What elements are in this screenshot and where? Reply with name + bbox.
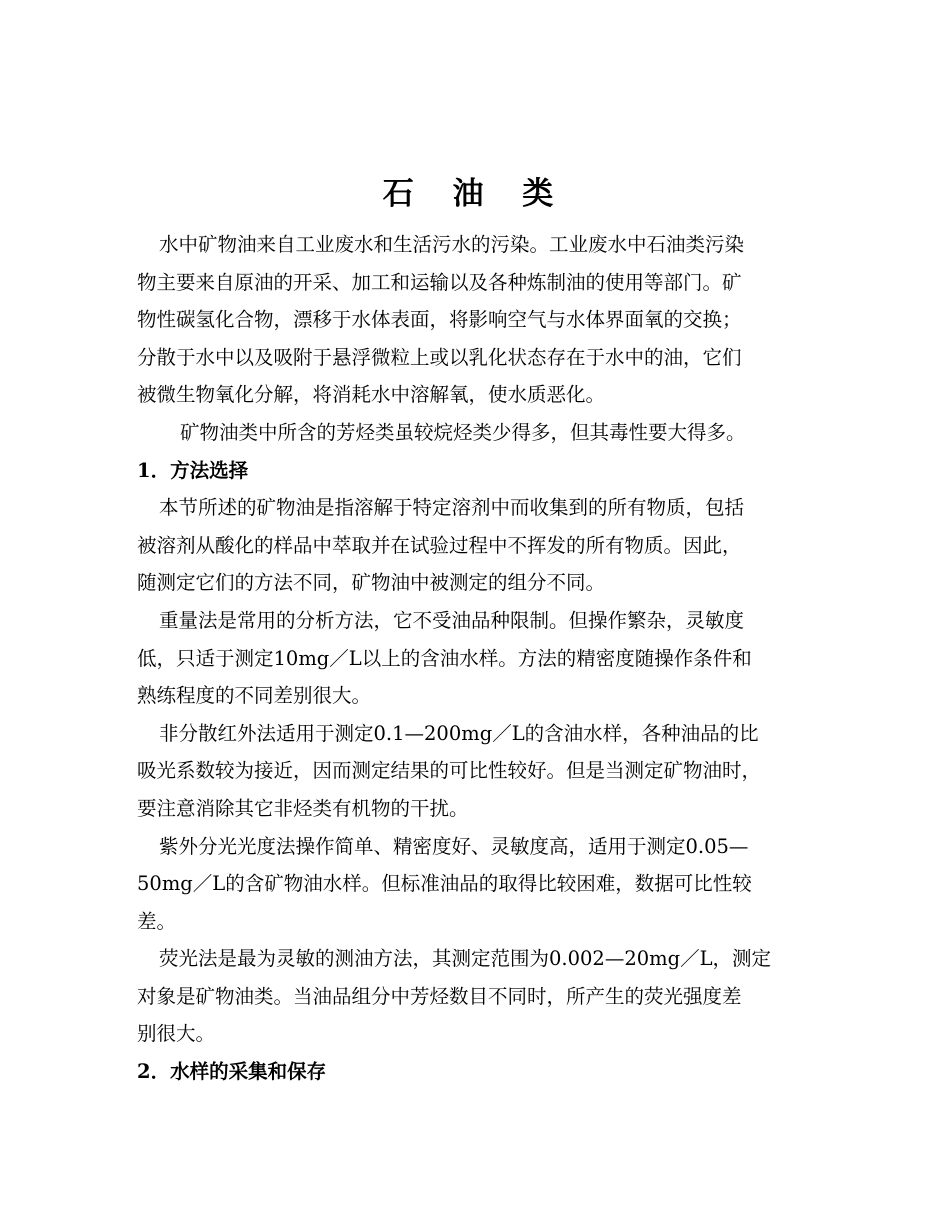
paragraph-line: 矿物油类中所含的芳烃类虽较烷烃类少得多，但其毒性要大得多。	[180, 420, 746, 444]
paragraph-line: 低，只适于测定10mg／L以上的含油水样。方法的精密度随操作条件和	[137, 646, 752, 670]
paragraph-line: 重量法是常用的分析方法，它不受油品种限制。但操作繁杂，灵敏度	[159, 608, 745, 632]
paragraph-line: 差。	[137, 909, 177, 933]
paragraph-line: 分散于水中以及吸附于悬浮微粒上或以乳化状态存在于水中的油，它们	[137, 345, 742, 369]
paragraph-line: 被溶剂从酸化的样品中萃取并在试验过程中不挥发的所有物质。因此，	[137, 533, 742, 557]
paragraph-line: 50mg／L的含矿物油水样。但标准油品的取得比较困难，数据可比性较	[137, 872, 752, 896]
paragraph-line: 随测定它们的方法不同，矿物油中被测定的组分不同。	[137, 571, 606, 595]
paragraph-line: 物性碳氢化合物，漂移于水体表面，将影响空气与水体界面氧的交换；	[137, 308, 742, 332]
paragraph-line: 荧光法是最为灵敏的测油方法，其测定范围为0.002—20mg／L，测定	[159, 947, 772, 971]
paragraph-line: 本节所述的矿物油是指溶解于特定溶剂中而收集到的所有物质，包括	[159, 496, 745, 520]
document-body	[137, 226, 817, 1091]
section-heading: 2．水样的采集和保存	[137, 1060, 327, 1084]
paragraph-line: 熟练程度的不同差别很大。	[137, 684, 372, 708]
paragraph-line: 吸光系数较为接近，因而测定结果的可比性较好。但是当测定矿物油时，	[137, 759, 762, 783]
paragraph-line: 紫外分光光度法操作简单、精密度好、灵敏度高，适用于测定0.05—	[159, 834, 749, 858]
paragraph-line: 非分散红外法适用于测定0.1—200mg／L的含油水样，各种油品的比	[159, 721, 759, 745]
paragraph-line: 被微生物氧化分解，将消耗水中溶解氧，使水质恶化。	[137, 383, 606, 407]
section-heading: 1．方法选择	[137, 458, 249, 482]
paragraph-line: 对象是矿物油类。当油品组分中芳烃数目不同时，所产生的荧光强度差	[137, 984, 742, 1008]
paragraph-line: 别很大。	[137, 1022, 216, 1046]
paragraph-line: 要注意消除其它非烃类有机物的干扰。	[137, 796, 469, 820]
paragraph-line: 水中矿物油来自工业废水和生活污水的污染。工业废水中石油类污染	[159, 233, 745, 256]
paragraph-line: 物主要来自原油的开采、加工和运输以及各种炼制油的使用等部门。矿	[137, 270, 742, 294]
document-title: 石 油 类	[382, 176, 568, 212]
